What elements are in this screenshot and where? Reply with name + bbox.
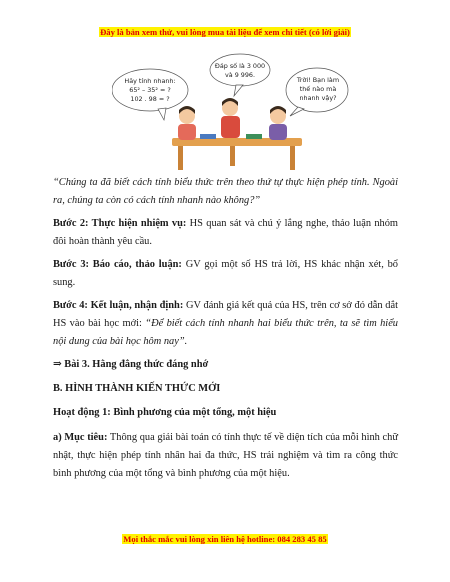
step-3-text: GV gọi một số HS trả lời, HS khác nhận xét, bổ sung. [53, 259, 398, 288]
child-middle-figure [221, 98, 240, 138]
speech-bubble-right [286, 68, 348, 116]
bubble-left-line-2: 65² – 35² = ? [129, 86, 171, 94]
step-4-paragraph [53, 297, 398, 351]
classroom-illustration [112, 52, 350, 170]
bubble-middle-line-1: Đáp số là 3 000 [214, 62, 266, 70]
step-3-label: Bước 3: Báo cáo, thảo luận: [53, 259, 182, 270]
activity-heading-text: Hoạt động 1: Bình phương của một tổng, một hiệu [53, 407, 277, 418]
step-4-text: GV đánh giá kết quả của HS, trên cơ sở đó dẫn dắt HS vào bài học mới: [53, 300, 398, 329]
step-4-label: Bước 4: Kết luận, nhận định: [53, 300, 184, 311]
intro-quote-text: “Chúng ta đã biết cách tính biểu thức trên theo thứ tự thực hiện phép tính. Ngoài ra, chúng ta còn có cách tính nhanh nào không?” [53, 177, 398, 206]
section-heading-text: B. HÌNH THÀNH KIẾN THỨC MỚI [53, 383, 221, 394]
step-3-paragraph [53, 256, 398, 292]
intro-quote [53, 174, 398, 210]
child-left-figure [178, 106, 196, 140]
objective-paragraph [53, 429, 398, 483]
section-heading [53, 380, 398, 398]
bubble-left-line-3: 102 . 98 = ? [130, 95, 170, 103]
bubble-middle-line-2: và 9 996. [224, 71, 256, 79]
book-icon [200, 134, 216, 139]
bubble-right-line-3: nhanh vậy? [299, 94, 337, 102]
step-4-quote: “Để biết cách tính nhanh hai biểu thức trên, ta sẽ tìm hiểu nội dung của bài học hôm nay”. [53, 318, 398, 347]
objective-text: Thông qua giải bài toán có tính thực tế về diện tích của mỗi hình chữ nhật, thực hiện phép tính nhân hai đa thức, HS trải nghiệm và tìm ra công thức bình phương của một tổng và bình phương của một hiệu. [53, 432, 398, 479]
lesson-link-text: ⇒ Bài 3. Hằng đẳng thức đáng nhớ [53, 359, 209, 370]
step-2-paragraph [53, 215, 398, 251]
activity-heading [53, 404, 398, 422]
hotline-text: Mọi thắc mắc vui lòng xin liên hệ hotline: 084 283 45 85 [123, 534, 327, 544]
bubble-right-line-2: thế nào mà [299, 85, 337, 93]
bubble-left-line-1: Hãy tính nhanh: [124, 77, 176, 85]
child-right-figure [269, 106, 287, 140]
speech-bubble-middle [210, 54, 270, 96]
step-2-label: Bước 2: Thực hiện nhiệm vụ: [53, 218, 187, 229]
speech-bubble-left [112, 69, 188, 120]
table-drawing [172, 138, 302, 170]
lesson-link [53, 356, 398, 374]
step-2-text: HS quan sát và chú ý lắng nghe, thảo luận nhóm đôi hoàn thành yêu cầu. [53, 218, 399, 247]
bubble-right-line-1: Trời! Bạn làm [296, 76, 340, 84]
book-icon [246, 134, 262, 139]
objective-label: a) Mục tiêu: [53, 432, 108, 443]
hotline-banner [0, 533, 450, 545]
preview-notice-banner [0, 26, 450, 38]
preview-notice-text: Đây là bản xem thử, vui lòng mua tài liệu để xem chi tiết (có lời giải) [100, 27, 350, 37]
